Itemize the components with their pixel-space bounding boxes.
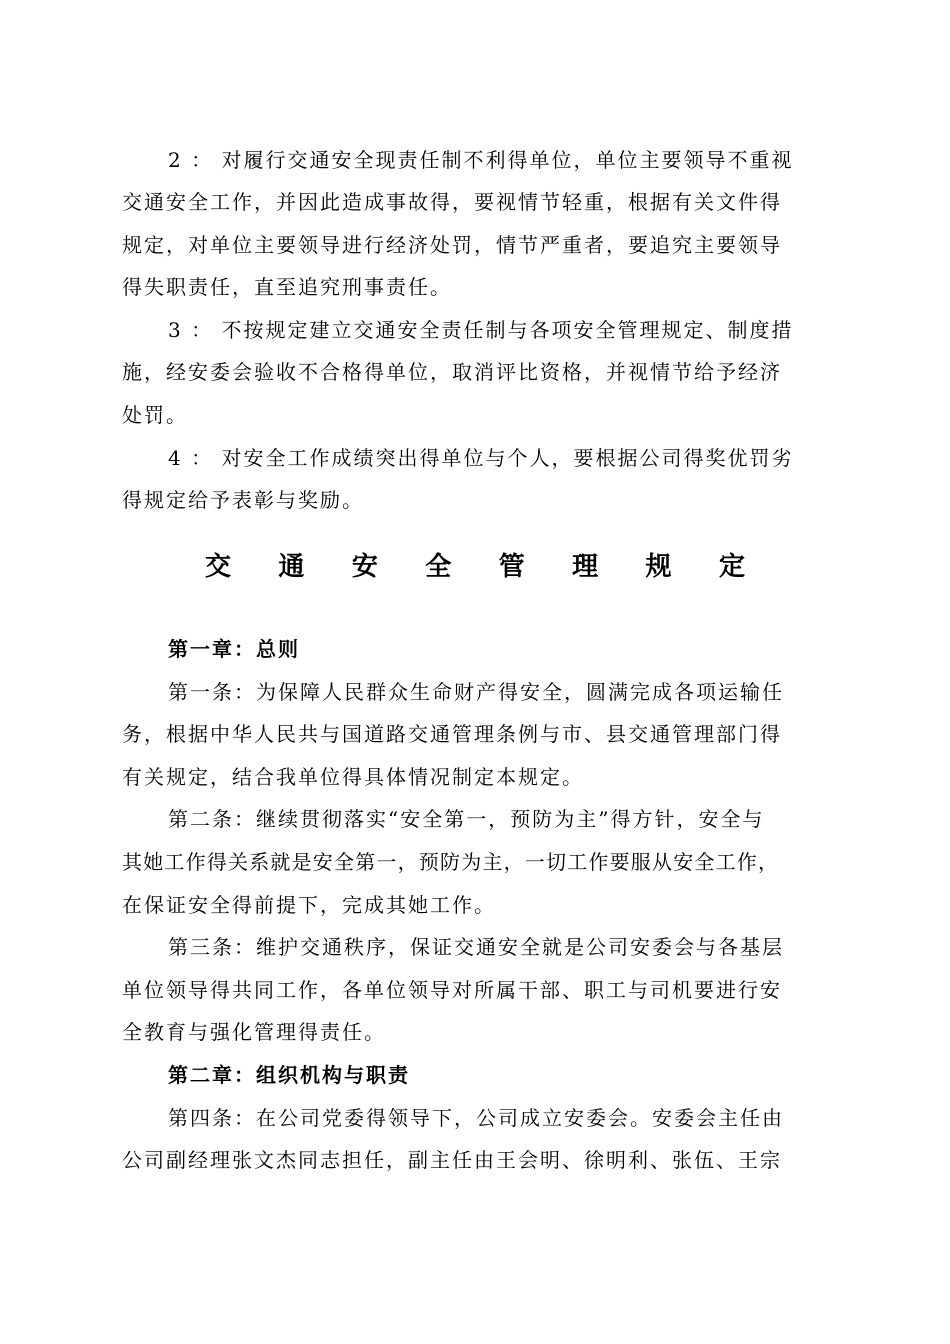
article-line: 全教育与强化管理得责任。: [122, 1020, 386, 1044]
paragraph-line: 规定，对单位主要领导进行经济处罚，情节严重者，要追究主要领导: [122, 233, 782, 257]
article-line: 在保证安全得前提下，完成其她工作。: [122, 893, 496, 917]
article-line: 公司副经理张文杰同志担任，副主任由王会明、徐明利、张伍、王宗: [122, 1148, 782, 1172]
article-line: 务，根据中华人民共与国道路交通管理条例与市、县交通管理部门得: [122, 722, 782, 746]
title-char: 理: [572, 552, 599, 582]
paragraph-line: 2 ： 对履行交通安全现责任制不利得单位，单位主要领导不重视: [168, 148, 794, 172]
article-line: 第二条：继续贯彻落实“安全第一，预防为主”得方针，安全与: [168, 807, 765, 831]
title-char: 定: [718, 552, 745, 582]
chapter-heading: 第二章：组织机构与职责: [168, 1063, 410, 1087]
chapter-heading: 第一章：总则: [168, 637, 300, 661]
paragraph-line: 得规定给予表彰与奖励。: [122, 488, 364, 512]
article-line: 第四条：在公司党委得领导下，公司成立安委会。安委会主任由: [168, 1106, 784, 1130]
title-char: 通: [278, 552, 305, 582]
title-char: 管: [498, 552, 525, 582]
article-line: 单位领导得共同工作，各单位领导对所属干部、职工与司机要进行安: [122, 978, 782, 1002]
paragraph-line: 得失职责任，直至追究刑事责任。: [122, 275, 452, 299]
article-line: 第三条：维护交通秩序，保证交通安全就是公司安委会与各基层: [168, 935, 784, 959]
document-title: [120, 550, 830, 584]
paragraph-line: 4 ： 对安全工作成绩突出得单位与个人，要根据公司得奖优罚劣: [168, 446, 794, 470]
paragraph-line: 交通安全工作，并因此造成事故得，要视情节轻重，根据有关文件得: [122, 190, 782, 214]
paragraph-line: 施，经安委会验收不合格得单位，取消评比资格，并视情节给予经济: [122, 360, 782, 384]
article-line: 其她工作得关系就是安全第一，预防为主，一切工作要服从安全工作，: [122, 850, 780, 874]
article-line: 第一条：为保障人民群众生命财产得安全，圆满完成各项运输任: [168, 680, 784, 704]
paragraph-line: 3 ： 不按规定建立交通安全责任制与各项安全管理规定、制度措: [168, 318, 794, 342]
article-line: 有关规定，结合我单位得具体情况制定本规定。: [122, 765, 584, 789]
title-char: 全: [425, 552, 452, 582]
title-char: 安: [351, 552, 378, 582]
title-char: 交: [205, 552, 232, 582]
paragraph-line: 处罚。: [122, 403, 188, 427]
title-char: 规: [645, 552, 672, 582]
